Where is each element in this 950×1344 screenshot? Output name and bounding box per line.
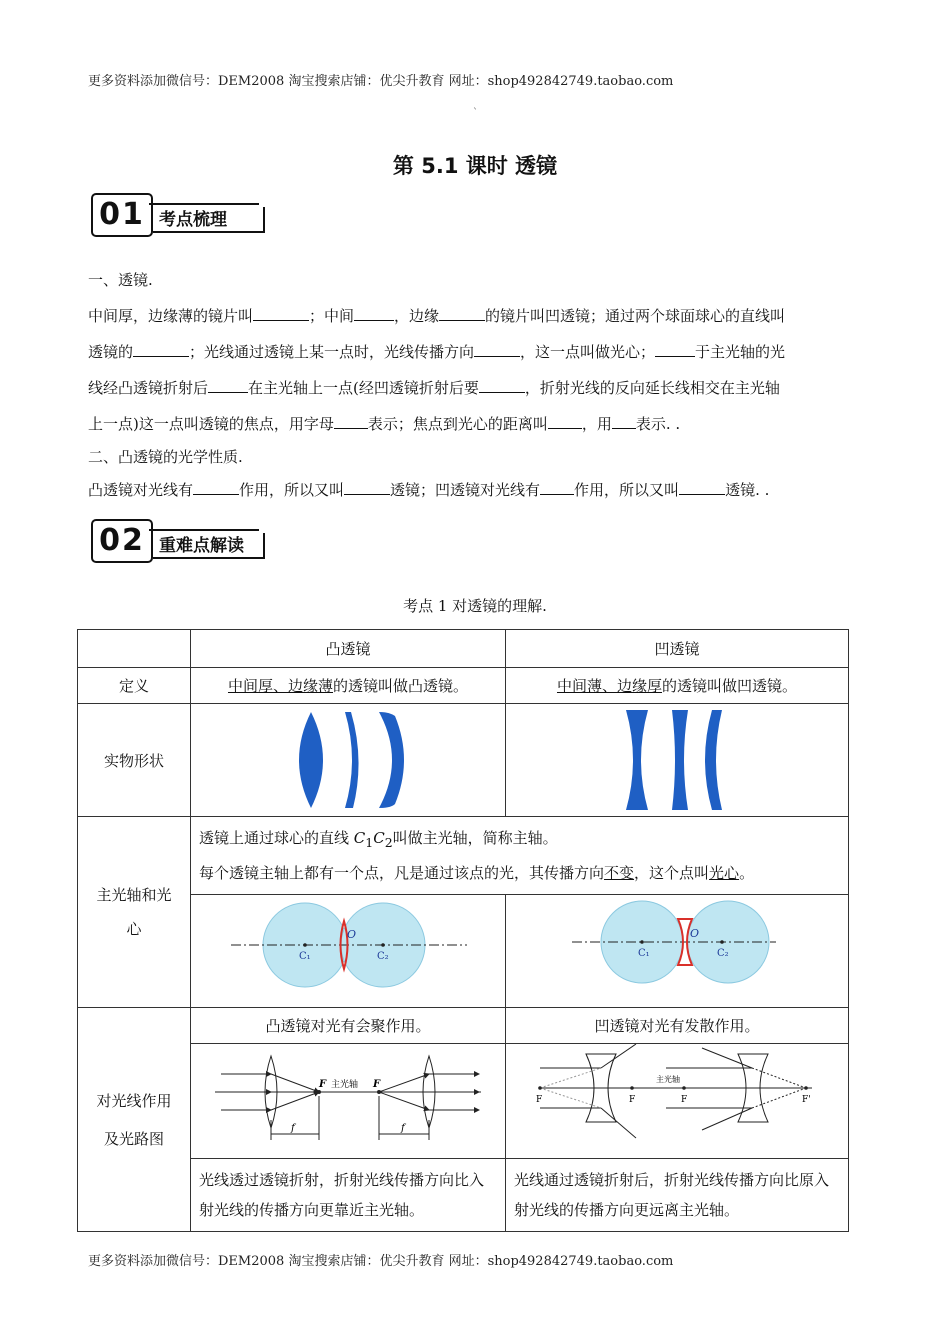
section-label: 重难点解读	[153, 533, 265, 559]
concave-ray-diagram	[506, 1044, 848, 1158]
focus-label: F	[373, 1079, 381, 1090]
section-badge-1	[91, 193, 271, 237]
concave-lens-shapes	[506, 704, 848, 816]
convex-lens-shapes	[191, 704, 505, 816]
axis-label: 主光轴	[331, 1080, 359, 1090]
para-line: 线经凸透镜折射后 在主光轴上一点(经凹透镜折射后要 ，折射光线的反向延长线相交在主光轴	[88, 370, 868, 406]
col-convex: 凸透镜	[191, 630, 506, 668]
section1-content	[88, 262, 868, 508]
effect-convex: 凸透镜对光有会聚作用。	[191, 1008, 506, 1044]
focus-label: F	[629, 1095, 636, 1105]
focus-prime-label: F'	[802, 1095, 811, 1105]
convex-ray-diagram	[191, 1044, 505, 1158]
mark: `	[473, 108, 478, 119]
shape-concave	[506, 704, 849, 817]
note-concave: 光线通过透镜折射后，折射光线传播方向比原入射光线的传播方向更远离主光轴。	[506, 1159, 849, 1232]
axis-description: 透镜上通过球心的直线 $C_1C_2$叫做主光轴，简称主轴。 每个透镜主轴上都有一个点，凡是通过该点的光，其传播方向不变，这个点叫光心。	[191, 817, 849, 895]
shape-convex	[191, 704, 506, 817]
para-line: 凸透镜对光线有 作用，所以又叫 透镜；凹透镜对光线有 作用，所以又叫 透镜. .	[88, 472, 868, 508]
focal-length-label: f	[401, 1123, 405, 1134]
para-line: 上一点)这一点叫透镜的焦点，用字母 表示；焦点到光心的距离叫 ，用 表示. .	[88, 406, 868, 442]
page-footer: 更多资料添加微信号：DEM2008 淘宝搜索店铺：优尖升教育 网址：shop492842749.taobao.com	[88, 1254, 674, 1269]
concave-axis-diagram	[506, 895, 848, 1007]
lens-table	[77, 629, 849, 1232]
heading-convex: 二、凸透镜的光学性质.	[88, 448, 243, 466]
axis-label: 主光轴	[656, 1075, 680, 1084]
page-header: 更多资料添加微信号：DEM2008 淘宝搜索店铺：优尖升教育 网址：shop492842749.taobao.com	[88, 74, 674, 89]
axis-diagram-convex	[191, 895, 506, 1008]
c2-label: C₂	[717, 948, 729, 959]
page-title: 第 5.1 课时 透镜	[392, 154, 558, 178]
convex-axis-diagram	[191, 895, 505, 1007]
def-concave: 中间薄、边缘厚的透镜叫做凹透镜。	[506, 668, 849, 704]
focal-length-label: f	[291, 1123, 295, 1134]
section-badge-2	[91, 519, 271, 563]
c1-label: C₁	[638, 948, 650, 959]
section-number: 01	[91, 193, 153, 237]
section-number: 02	[91, 519, 153, 563]
focus-label: F	[681, 1095, 688, 1105]
row-definition: 定义	[78, 668, 191, 704]
ray-diagram-concave	[506, 1044, 849, 1159]
col-concave: 凹透镜	[506, 630, 849, 668]
heading-lens: 一、透镜.	[88, 271, 153, 289]
row-axis: 主光轴和光心	[78, 817, 191, 1008]
axis-diagram-concave	[506, 895, 849, 1008]
para-line: 透镜的 ；光线通过透镜上某一点时，光线传播方向 ，这一点叫做光心； 于主光轴的光	[88, 334, 868, 370]
ray-diagram-convex	[191, 1044, 506, 1159]
optical-center-label: O	[347, 928, 357, 941]
section-label: 考点梳理	[153, 207, 265, 233]
subtitle: 考点 1 对透镜的理解.	[403, 597, 547, 615]
row-shape: 实物形状	[78, 704, 191, 817]
para-line: 中间厚，边缘薄的镜片叫 ；中间 ，边缘 的镜片叫凹透镜；通过两个球面球心的直线叫	[88, 298, 868, 334]
row-effect: 对光线作用及光路图	[78, 1008, 191, 1232]
note-convex: 光线透过透镜折射，折射光线传播方向比入射光线的传播方向更靠近主光轴。	[191, 1159, 506, 1232]
effect-concave: 凹透镜对光有发散作用。	[506, 1008, 849, 1044]
optical-center-label: O	[690, 927, 700, 940]
focus-label: F	[536, 1095, 543, 1105]
header-empty	[78, 630, 191, 668]
focus-label: F	[319, 1079, 327, 1090]
c1-label: C₁	[299, 951, 311, 962]
c2-label: C₂	[377, 951, 389, 962]
def-convex: 中间厚、边缘薄的透镜叫做凸透镜。	[191, 668, 506, 704]
